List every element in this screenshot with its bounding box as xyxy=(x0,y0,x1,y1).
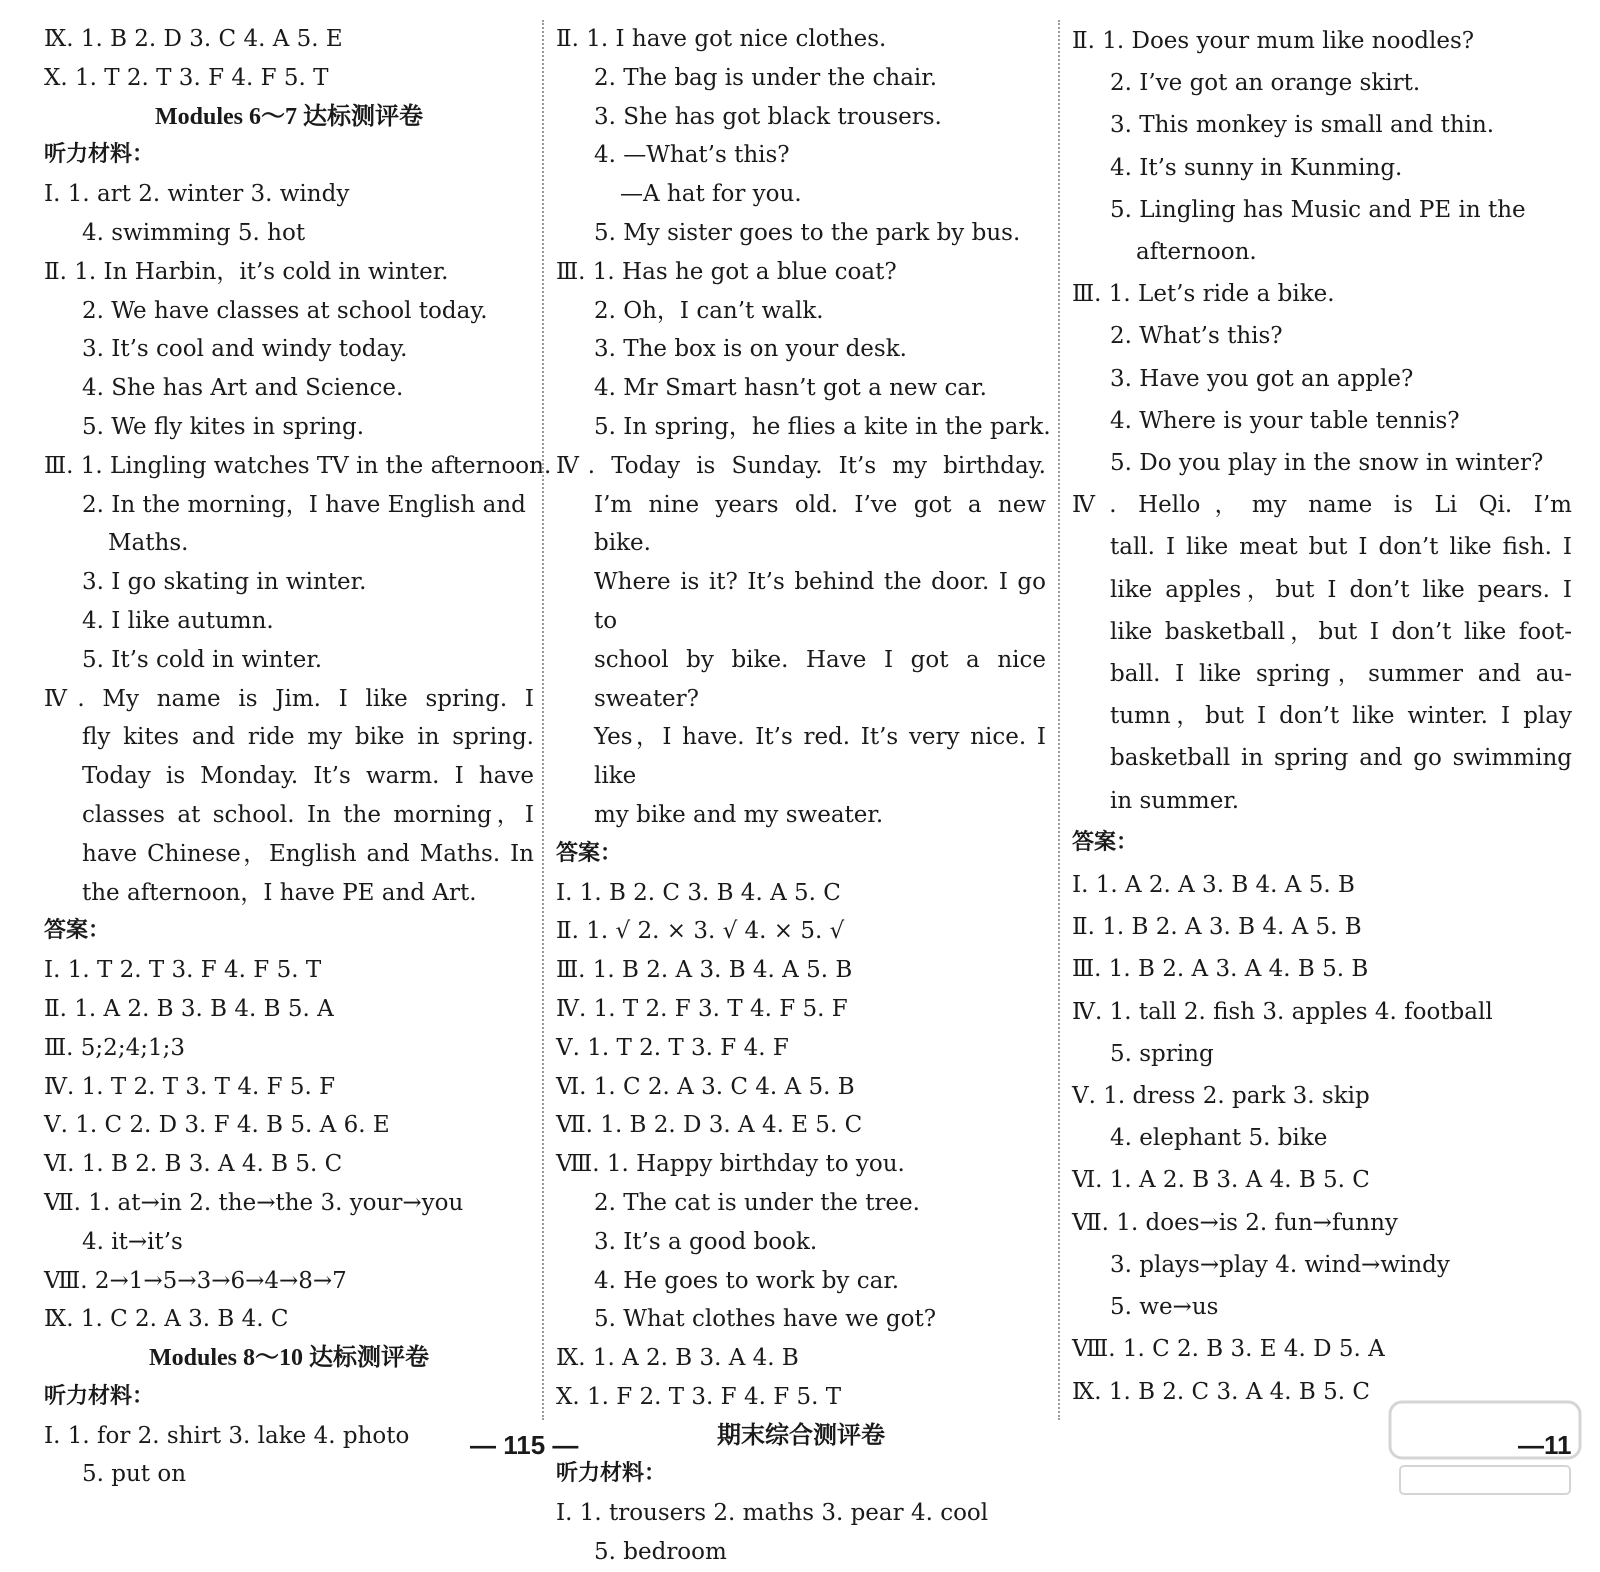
text-line: like apples，but I don’t like pears. I xyxy=(1110,576,1572,603)
text-line: Ⅳ. 1. T 2. T 3. T 4. F 5. F xyxy=(44,1073,336,1100)
text-line: Ⅲ. 5;2;4;1;3 xyxy=(44,1034,185,1061)
text-line: Ⅳ. 1. tall 2. fish 3. apples 4. football xyxy=(1072,998,1493,1025)
text-line: Ⅲ. 1. Has he got a blue coat? xyxy=(556,258,897,285)
section-label: 听力材料： xyxy=(44,1383,155,1409)
text-line: Ⅱ. 1. A 2. B 3. B 4. B 5. A xyxy=(44,995,334,1022)
text-line: Yes，I have. It’s red. It’s very nice. I like xyxy=(594,724,1046,790)
text-line: 2. In the morning，I have English and xyxy=(82,491,526,518)
text-line: 4. —What’s this? xyxy=(594,142,790,169)
text-line: 4. She has Art and Science. xyxy=(82,375,404,402)
text-line: Ⅱ. 1. In Harbin，it’s cold in winter. xyxy=(44,258,449,285)
text-line: Ⅲ. 1. B 2. A 3. B 4. A 5. B xyxy=(556,957,853,984)
section-label: 听力材料： xyxy=(556,1461,667,1487)
text-line: Ⅶ. 1. does→is 2. fun→funny xyxy=(1072,1209,1398,1236)
text-line: 3. It’s a good book. xyxy=(594,1228,818,1255)
text-line: Ⅴ. 1. dress 2. park 3. skip xyxy=(1072,1083,1370,1110)
text-line: afternoon. xyxy=(1136,239,1257,266)
text-line: Ⅵ. 1. A 2. B 3. A 4. B 5. C xyxy=(1072,1167,1370,1194)
text-line: Ⅳ. Hello，my name is Li Qi. I’m xyxy=(1072,492,1572,519)
text-line: the afternoon，I have PE and Art. xyxy=(82,879,477,906)
text-line: Ⅱ. 1. Does your mum like noodles? xyxy=(1072,28,1475,54)
text-line: 5. bedroom xyxy=(594,1539,727,1566)
text-line: 2. The cat is under the tree. xyxy=(594,1189,920,1216)
text-line: fly kites and ride my bike in spring. xyxy=(82,724,534,751)
text-line: 2. I’ve got an orange skirt. xyxy=(1110,70,1421,97)
text-line: 3. She has got black trousers. xyxy=(594,103,942,130)
text-line: Ⅸ. 1. A 2. B 3. A 4. B xyxy=(556,1345,799,1372)
text-line: 3. The box is on your desk. xyxy=(594,336,907,363)
text-line: Ⅷ. 1. Happy birthday to you. xyxy=(556,1151,905,1178)
text-line: 2. The bag is under the chair. xyxy=(594,64,938,91)
text-line: 5. Do you play in the snow in winter? xyxy=(1110,450,1544,477)
text-line: Ⅰ. 1. A 2. A 3. B 4. A 5. B xyxy=(1072,872,1355,899)
text-line: 5. We fly kites in spring. xyxy=(82,413,365,440)
text-line: 2. Oh，I can’t walk. xyxy=(594,297,824,324)
watermark-logo xyxy=(1380,1392,1590,1502)
text-line: 5. spring xyxy=(1110,1040,1214,1067)
text-line: Ⅶ. 1. B 2. D 3. A 4. E 5. C xyxy=(556,1112,863,1139)
text-line: Ⅰ. 1. for 2. shirt 3. lake 4. photo xyxy=(44,1422,410,1449)
text-line: Ⅱ. 1. √ 2. × 3. √ 4. × 5. √ xyxy=(556,918,845,945)
text-line: —A hat for you. xyxy=(620,181,802,208)
text-line: 5. It’s cold in winter. xyxy=(82,646,323,673)
text-line: 5. In spring，he flies a kite in the park. xyxy=(594,413,1051,440)
text-line: 3. Have you got an apple? xyxy=(1110,365,1414,392)
text-line: Ⅰ. 1. T 2. T 3. F 4. F 5. T xyxy=(44,957,322,984)
text-line: Ⅸ. 1. B 2. C 3. A 4. B 5. C xyxy=(1072,1378,1370,1405)
text-line: 4. elephant 5. bike xyxy=(1110,1125,1328,1152)
text-line: Ⅳ. My name is Jim. I like spring. I xyxy=(44,685,534,712)
text-line: Ⅵ. 1. B 2. B 3. A 4. B 5. C xyxy=(44,1151,343,1178)
text-line: Today is Monday. It’s warm. I have xyxy=(82,763,534,790)
text-line: 5. What clothes have we got? xyxy=(594,1306,937,1333)
text-line: 5. My sister goes to the park by bus. xyxy=(594,219,1021,246)
text-line: Ⅰ. 1. trousers 2. maths 3. pear 4. cool xyxy=(556,1500,989,1527)
column-3 xyxy=(1072,20,1572,1413)
text-line: have Chinese，English and Maths. In xyxy=(82,840,534,867)
text-line: school by bike. Have I got a nice sweater? xyxy=(594,646,1046,712)
text-line: 3. This monkey is small and thin. xyxy=(1110,112,1495,139)
text-line: Ⅰ. 1. B 2. C 3. B 4. A 5. C xyxy=(556,879,841,906)
section-heading: 期末综合测评卷 xyxy=(717,1422,885,1449)
section-label: 答案： xyxy=(1072,829,1139,855)
text-line: 2. What’s this? xyxy=(1110,323,1283,350)
text-line: 3. I go skating in winter. xyxy=(82,569,367,596)
text-line: in summer. xyxy=(1110,787,1240,814)
text-line: Ⅲ. 1. Lingling watches TV in the afternoon. xyxy=(44,452,552,479)
text-line: 4. He goes to work by car. xyxy=(594,1267,900,1294)
text-line: classes at school. In the morning，I xyxy=(82,801,534,828)
text-line: Ⅴ. 1. C 2. D 3. F 4. B 5. A 6. E xyxy=(44,1112,390,1139)
text-line: 4. it→it’s xyxy=(82,1228,183,1255)
text-line: basketball in spring and go swimming xyxy=(1110,745,1572,772)
column-divider xyxy=(1058,20,1060,1420)
text-line: ball. I like spring，summer and au- xyxy=(1110,661,1572,688)
text-line: Ⅴ. 1. T 2. T 3. F 4. F xyxy=(556,1034,789,1061)
section-label: 答案： xyxy=(556,840,623,866)
column-divider xyxy=(542,20,544,1420)
text-line: Ⅱ. 1. I have got nice clothes. xyxy=(556,26,887,52)
text-line: tumn，but I don’t like winter. I play xyxy=(1110,703,1572,730)
column-1 xyxy=(44,20,552,1494)
text-line: Ⅵ. 1. C 2. A 3. C 4. A 5. B xyxy=(556,1073,855,1100)
section-label: 听力材料： xyxy=(44,142,155,168)
section-label: 答案： xyxy=(44,918,111,944)
text-line: Ⅳ. Today is Sunday. It’s my birthday. xyxy=(556,452,1046,479)
text-line: 4. swimming 5. hot xyxy=(82,219,306,246)
text-line: 4. Mr Smart hasn’t got a new car. xyxy=(594,375,987,402)
text-line: 4. I like autumn. xyxy=(82,607,274,634)
text-line: Maths. xyxy=(108,530,189,557)
text-line: Where is it? It’s behind the door. I go to xyxy=(594,569,1046,634)
text-line: my bike and my sweater. xyxy=(594,801,884,828)
section-heading: Modules 6～7 达标测评卷 xyxy=(154,103,423,130)
text-line: Ⅹ. 1. F 2. T 3. F 4. F 5. T xyxy=(556,1383,842,1410)
text-line: 5. Lingling has Music and PE in the xyxy=(1110,196,1526,223)
text-line: Ⅶ. 1. at→in 2. the→the 3. your→you xyxy=(44,1189,464,1216)
text-line: Ⅸ. 1. C 2. A 3. B 4. C xyxy=(44,1306,289,1333)
text-line: Ⅷ. 1. C 2. B 3. E 4. D 5. A xyxy=(1072,1336,1385,1363)
text-line: I’m nine years old. I’ve got a new bike. xyxy=(594,491,1046,557)
text-line: 5. put on xyxy=(82,1461,187,1488)
text-line: 3. It’s cool and windy today. xyxy=(82,336,408,363)
column-2 xyxy=(556,20,1051,1572)
text-line: Ⅷ. 2→1→5→3→6→4→8→7 xyxy=(44,1267,347,1294)
text-line: 3. plays→play 4. wind→windy xyxy=(1110,1251,1450,1278)
page-number-next: —11 xyxy=(1518,1430,1572,1460)
text-line: 4. Where is your table tennis? xyxy=(1110,407,1460,434)
text-line: Ⅹ. 1. T 2. T 3. F 4. F 5. T xyxy=(44,64,329,91)
text-line: 5. we→us xyxy=(1110,1294,1219,1321)
text-line: Ⅱ. 1. B 2. A 3. B 4. A 5. B xyxy=(1072,914,1362,941)
text-line: Ⅲ. 1. B 2. A 3. A 4. B 5. B xyxy=(1072,956,1369,983)
text-line: 2. We have classes at school today. xyxy=(82,297,488,324)
text-line: Ⅸ. 1. B 2. D 3. C 4. A 5. E xyxy=(44,26,343,52)
text-line: 4. It’s sunny in Kunming. xyxy=(1110,154,1403,181)
text-line: like basketball，but I don’t like foot- xyxy=(1110,618,1572,645)
text-line: tall. I like meat but I don’t like fish. I xyxy=(1110,534,1572,561)
text-line: Ⅰ. 1. art 2. winter 3. windy xyxy=(44,181,350,208)
page-number: — 115 — xyxy=(470,1430,579,1460)
text-line: Ⅳ. 1. T 2. F 3. T 4. F 5. F xyxy=(556,995,848,1022)
text-line: Ⅲ. 1. Let’s ride a bike. xyxy=(1072,281,1335,308)
section-heading: Modules 8～10 达标测评卷 xyxy=(148,1345,429,1372)
